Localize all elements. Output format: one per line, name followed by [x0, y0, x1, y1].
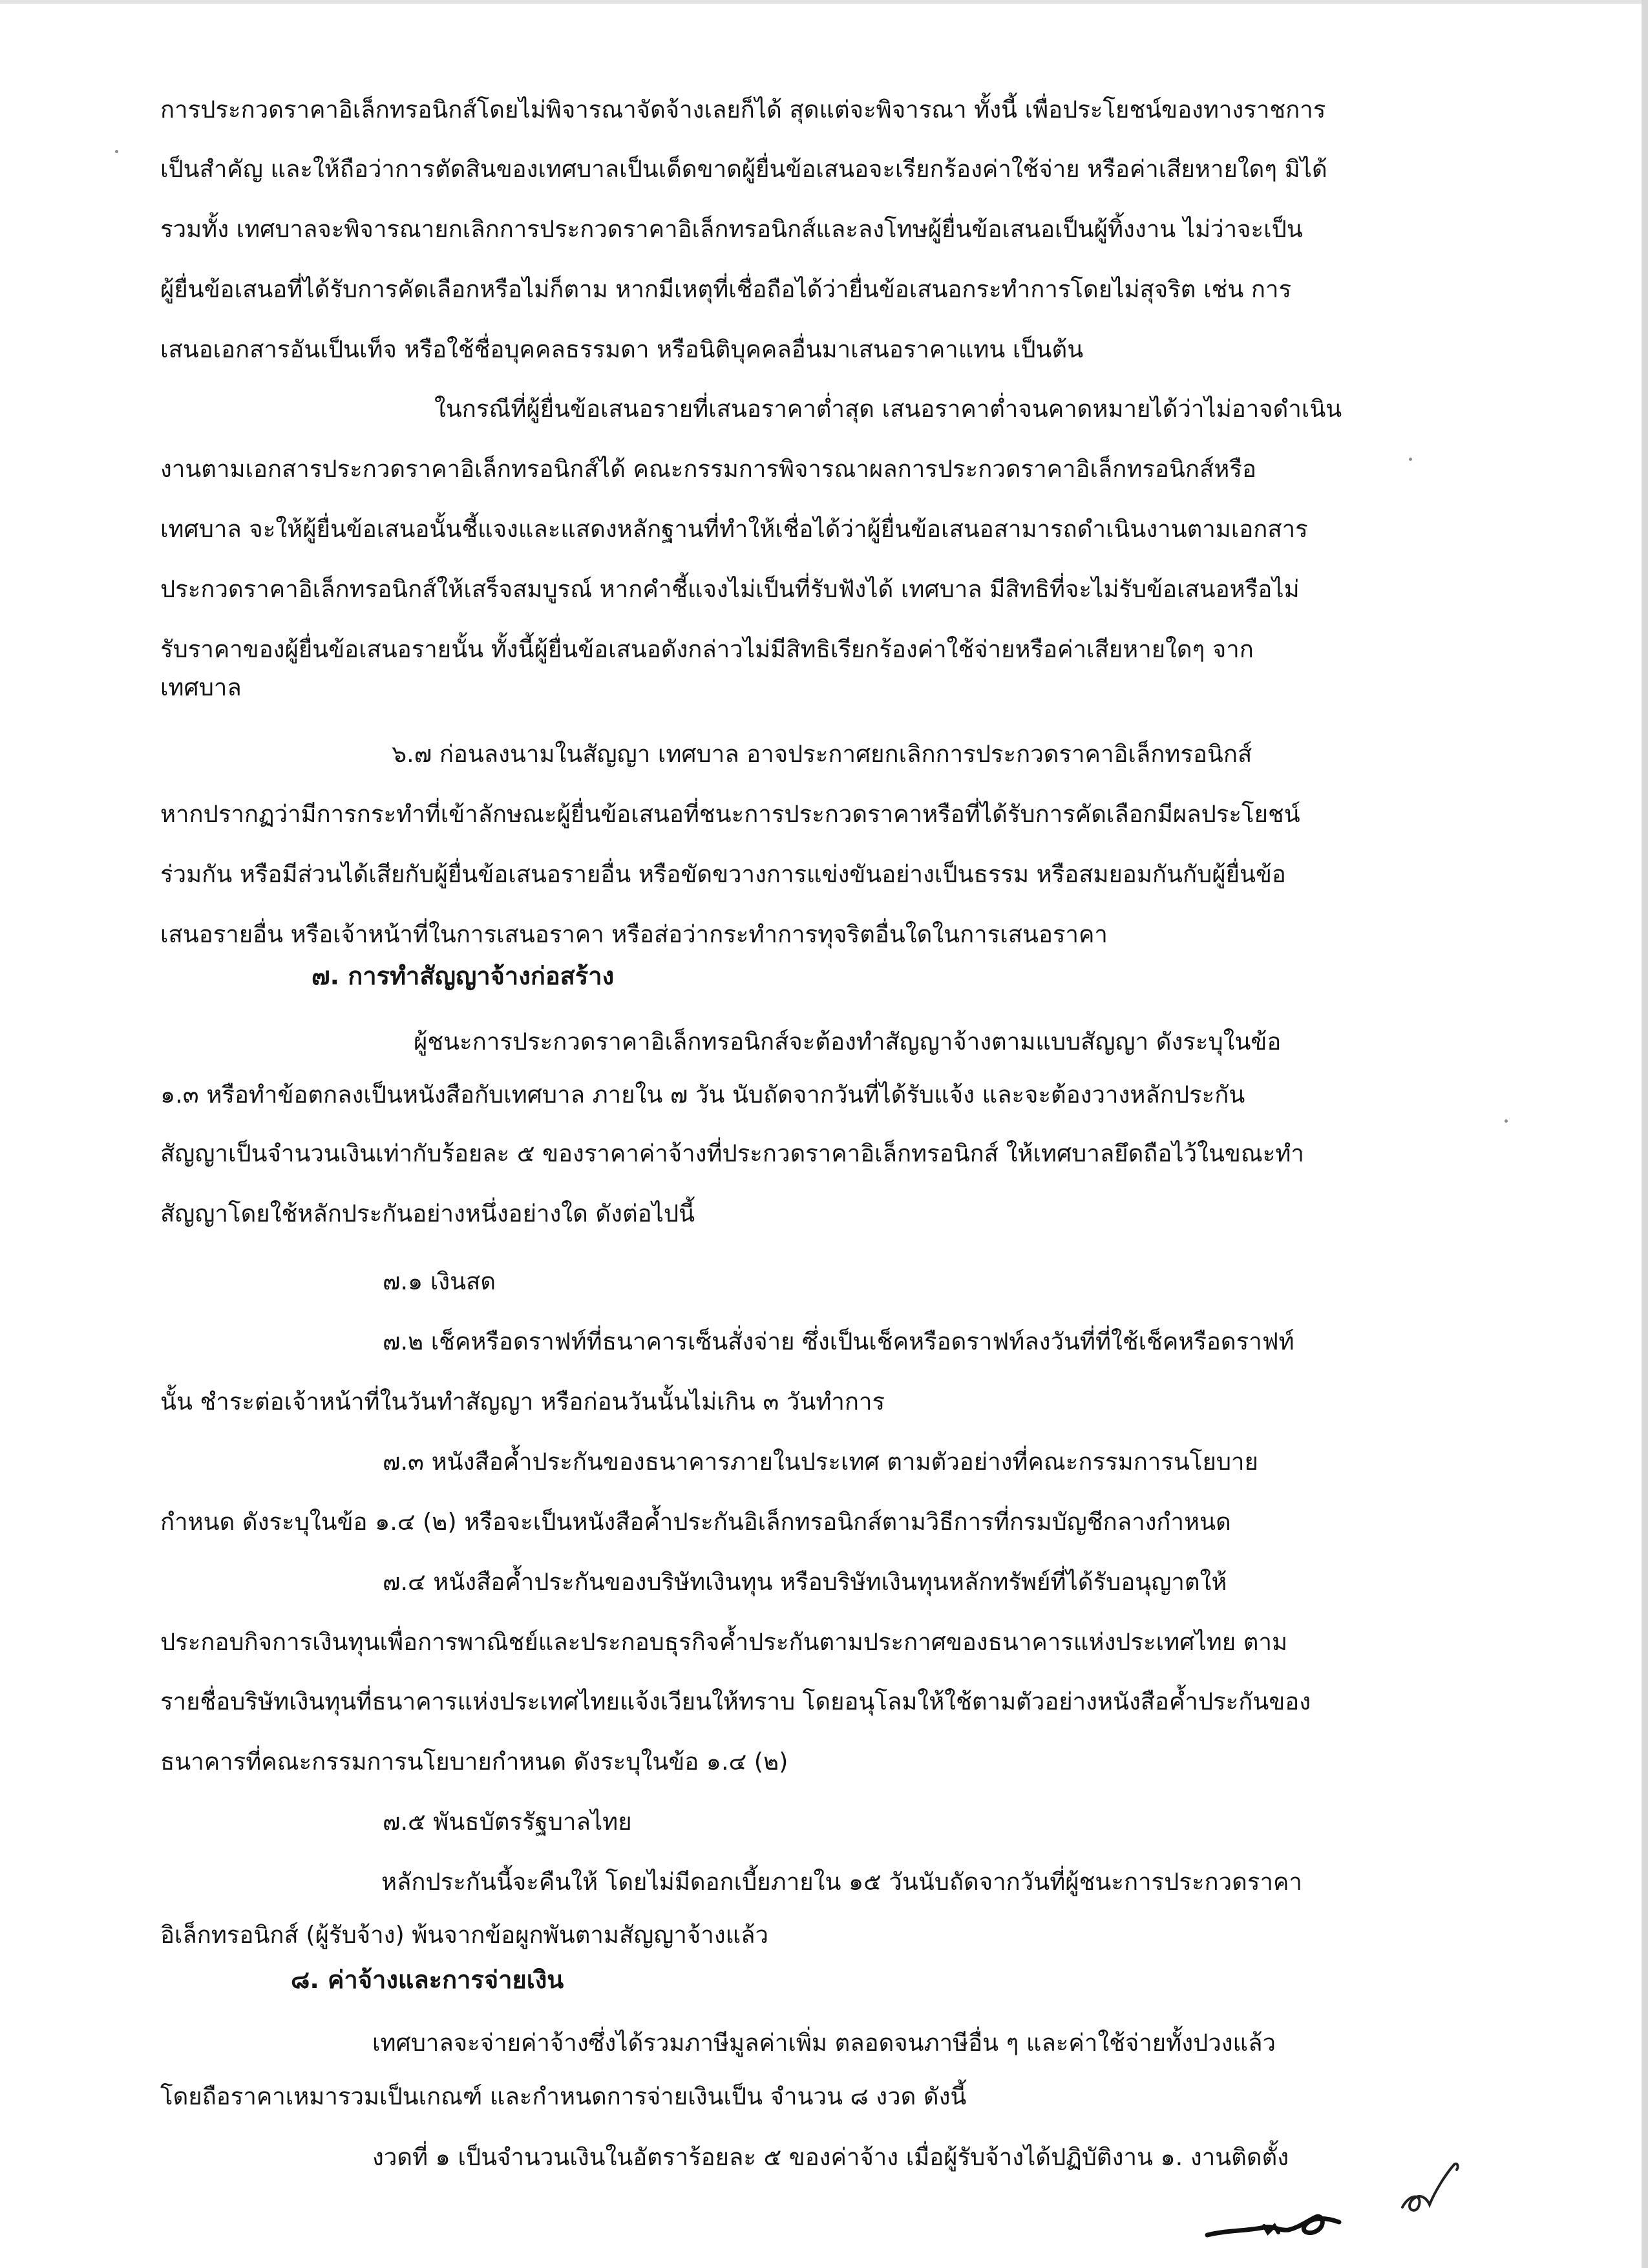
text-line: กำหนด ดังระบุในข้อ ๑.๔ (๒) หรือจะเป็นหนังสือค้ำประกันอิเล็กทรอนิกส์ตามวิธีการที่กรมบัญชีกลางกำหนด — [160, 1508, 1231, 1536]
text-line: ประกอบกิจการเงินทุนเพื่อการพาณิชย์และประกอบธุรกิจค้ำประกันตามประกาศของธนาคารแห่งประเทศไทย ตาม — [160, 1628, 1288, 1656]
text-line: สัญญาโดยใช้หลักประกันอย่างหนึ่งอย่างใด ดังต่อไปนี้ — [160, 1200, 695, 1227]
signature-2 — [1389, 2156, 1474, 2227]
text-line: งานตามเอกสารประกวดราคาอิเล็กทรอนิกส์ได้ คณะกรรมการพิจารณาผลการประกวดราคาอิเล็กทรอนิกส์หรือ — [160, 455, 1256, 483]
text-line: เทศบาล จะให้ผู้ยื่นข้อเสนอนั้นชี้แจงและแสดงหลักฐานที่ทำให้เชื่อได้ว่าผู้ยื่นข้อเสนอสามารถดำเนินงานตามเอกสาร — [160, 515, 1308, 543]
scan-edge-right — [1642, 0, 1648, 2268]
text-line: เทศบาลจะจ่ายค่าจ้างซึ่งได้รวมภาษีมูลค่าเพิ่ม ตลอดจนภาษีอื่น ๆ และค่าใช้จ่ายทั้งปวงแล้ว — [372, 2029, 1276, 2057]
text-line: ประกวดราคาอิเล็กทรอนิกส์ให้เสร็จสมบูรณ์ หากคำชี้แจงไม่เป็นที่รับฟังได้ เทศบาล มีสิทธิที่จะไม่รับข้อเสนอหรือไม่ — [160, 575, 1300, 603]
text-line: รวมทั้ง เทศบาลจะพิจารณายกเลิกการประกวดราคาอิเล็กทรอนิกส์และลงโทษผู้ยื่นข้อเสนอเป็นผู้ทิ้งงาน ไม่ว่าจะเป็น — [160, 215, 1303, 243]
section-heading-7: ๗. การทำสัญญาจ้างก่อสร้าง — [312, 962, 615, 990]
clause-7-5: ๗.๕ พันธบัตรรัฐบาลไทย — [383, 1808, 632, 1836]
text-line: โดยถือราคาเหมารวมเป็นเกณฑ์ และกำหนดการจ่ายเงินเป็น จำนวน ๘ งวด ดังนี้ — [160, 2083, 967, 2110]
text-line: อิเล็กทรอนิกส์ (ผู้รับจ้าง) พ้นจากข้อผูกพันตามสัญญาจ้างแล้ว — [160, 1921, 769, 1949]
text-line: ผู้ยื่นข้อเสนอที่ได้รับการคัดเลือกหรือไม่ก็ตาม หากมีเหตุที่เชื่อถือได้ว่ายื่นข้อเสนอกระทำการโดยไม่สุจริต เช่น การ — [160, 275, 1292, 303]
clause-6-7: ๖.๗ ก่อนลงนามในสัญญา เทศบาล อาจประกาศยกเลิกการประกวดราคาอิเล็กทรอนิกส์ — [392, 740, 1252, 768]
text-line: สัญญาเป็นจำนวนเงินเท่ากับร้อยละ ๕ ของราคาค่าจ้างที่ประกวดราคาอิเล็กทรอนิกส์ ให้เทศบาลยึดถือไว้ในขณะทำ — [160, 1139, 1304, 1167]
clause-7-1: ๗.๑ เงินสด — [383, 1267, 496, 1295]
text-line: นั้น ชำระต่อเจ้าหน้าที่ในวันทำสัญญา หรือก่อนวันนั้นไม่เกิน ๓ วันทำการ — [160, 1388, 885, 1415]
text-line: ๑.๓ หรือทำข้อตกลงเป็นหนังสือกับเทศบาล ภายใน ๗ วัน นับถัดจากวันที่ได้รับแจ้ง และจะต้องวางหลักประกัน — [160, 1081, 1245, 1108]
scan-speck — [1505, 1119, 1508, 1123]
text-line: เสนอรายอื่น หรือเจ้าหน้าที่ในการเสนอราคา หรือส่อว่ากระทำการทุจริตอื่นใดในการเสนอราคา — [160, 920, 1108, 948]
text-line: เสนอเอกสารอันเป็นเท็จ หรือใช้ชื่อบุคคลธรรมดา หรือนิติบุคคลอื่นมาเสนอราคาแทน เป็นต้น — [160, 335, 1084, 363]
section-heading-8: ๘. ค่าจ้างและการจ่ายเงิน — [291, 1966, 564, 1994]
text-line: ผู้ชนะการประกวดราคาอิเล็กทรอนิกส์จะต้องทำสัญญาจ้างตามแบบสัญญา ดังระบุในข้อ — [414, 1028, 1282, 1055]
text-line: เทศบาล — [160, 673, 242, 701]
scan-speck — [1409, 458, 1412, 461]
text-line: เป็นสำคัญ และให้ถือว่าการตัดสินของเทศบาลเป็นเด็ดขาดผู้ยื่นข้อเสนอจะเรียกร้องค่าใช้จ่าย หรือค่าเสียหายใดๆ มิได้ — [160, 155, 1327, 183]
signature-1 — [1202, 2185, 1370, 2256]
text-line: หากปรากฏว่ามีการกระทำที่เข้าลักษณะผู้ยื่นข้อเสนอที่ชนะการประกวดราคาหรือที่ได้รับการคัดเลือกมีผลประโยชน์ — [160, 800, 1300, 828]
text-line: การประกวดราคาอิเล็กทรอนิกส์โดยไม่พิจารณาจัดจ้างเลยก็ได้ สุดแต่จะพิจารณา ทั้งนี้ เพื่อประโยชน์ของทางราชการ — [160, 96, 1326, 123]
text-line: ในกรณีที่ผู้ยื่นข้อเสนอรายที่เสนอราคาต่ำสุด เสนอราคาต่ำจนคาดหมายได้ว่าไม่อาจดำเนิน — [434, 395, 1342, 423]
clause-7-3: ๗.๓ หนังสือค้ำประกันของธนาคารภายในประเทศ ตามตัวอย่างที่คณะกรรมการนโยบาย — [383, 1448, 1258, 1476]
text-line: รายชื่อบริษัทเงินทุนที่ธนาคารแห่งประเทศไทยแจ้งเวียนให้ทราบ โดยอนุโลมให้ใช้ตามตัวอย่างหนังสือค้ำประกันของ — [160, 1688, 1311, 1715]
text-line: หลักประกันนี้จะคืนให้ โดยไม่มีดอกเบี้ยภายใน ๑๕ วันนับถัดจากวันที่ผู้ชนะการประกวดราคา — [381, 1868, 1302, 1896]
clause-7-2: ๗.๒ เช็คหรือดราฟท์ที่ธนาคารเซ็นสั่งจ่าย ซึ่งเป็นเช็คหรือดราฟท์ลงวันที่ที่ใช้เช็คหรือดราฟท์ — [383, 1328, 1294, 1355]
scan-edge-top — [0, 0, 1648, 4]
clause-7-4: ๗.๔ หนังสือค้ำประกันของบริษัทเงินทุน หรือบริษัทเงินทุนหลักทรัพย์ที่ได้รับอนุญาตให้ — [383, 1568, 1227, 1596]
scan-speck — [115, 150, 118, 153]
text-line: งวดที่ ๑ เป็นจำนวนเงินในอัตราร้อยละ ๕ ของค่าจ้าง เมื่อผู้รับจ้างได้ปฏิบัติงาน ๑. งานติดตั้ง — [372, 2143, 1289, 2171]
text-line: รับราคาของผู้ยื่นข้อเสนอรายนั้น ทั้งนี้ผู้ยื่นข้อเสนอดังกล่าวไม่มีสิทธิเรียกร้องค่าใช้จ่ายหรือค่าเสียหายใดๆ จาก — [160, 635, 1254, 663]
text-line: ธนาคารที่คณะกรรมการนโยบายกำหนด ดังระบุในข้อ ๑.๔ (๒) — [160, 1748, 788, 1775]
text-line: ร่วมกัน หรือมีส่วนได้เสียกับผู้ยื่นข้อเสนอรายอื่น หรือขัดขวางการแข่งขันอย่างเป็นธรรม หรือสมยอมกันกับผู้ยื่นข้อ — [160, 860, 1286, 888]
